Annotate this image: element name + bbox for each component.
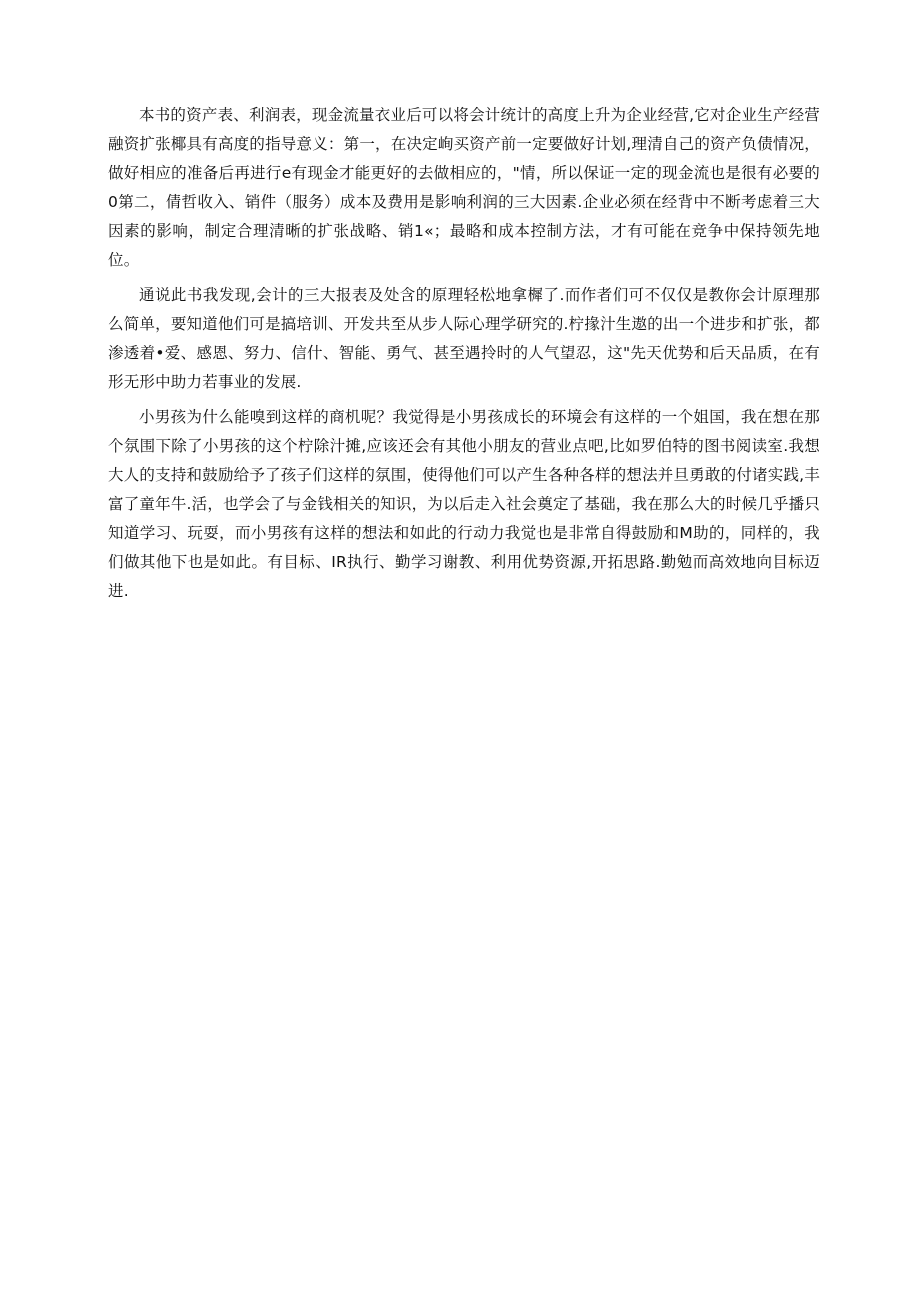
paragraph-2: 通说此书我发现,会计的三大报表及处含的原理轻松地拿樨了.而作者们可不仅仅是教你会计原理那么简单，要知道他们可是搞培训、开发共至从步人际心理学研究的.柠掾汁生遨的出一个进步和扩张，都渗透着•爱、感恩、努力、信什、智能、勇气、甚至遇拎时的人气望忍，这"先天优势和后天品质，在有形无形中助力若事业的发展. [108,286,820,391]
document-body [108,101,820,612]
paragraph-3: 小男孩为什么能嗅到这样的商机呢？我觉得是小男孩成长的环境会有这样的一个姐国，我在想在那个氛围下除了小男孩的这个柠除汁摊,应该还会有其他小朋友的营业点吧,比如罗伯特的图书阅读室.我想大人的支持和鼓励给予了孩子们这样的氛围，使得他们可以产生各种各样的想法并旦勇敢的付诸实践,丰富了童年牛.活，也学会了与金钱相关的知识，为以后走入社会奠定了基础，我在那么大的时候几乎播只知道学习、玩耍，而小男孩有这样的想法和如此的行动力我觉也是非常自得鼓励和M助的，同样的，我们做其他下也是如此。有目标、IR执行、勤学习谢教、利用优势资源,开拓思路.勤勉而高效地向目标迈进. [108,408,820,600]
paragraph-1: 本书的资产表、利润表，现金流量衣业后可以将会计统计的高度上升为企业经营,它对企业生产经营融资扩张椰具有高度的指导意义：第一，在决定峋买资产前一定要做好计划,理清自己的资产负债情况，做好相应的准备后再进行e有现金才能更好的去做相应的，"情，所以保证一定的现金流也是很有必要的0第二，倩哲收入、销件（服务）成本及费用是影响利润的三大因素.企业必须在经背中不断考虑着三大因素的影响，制定合理清晰的扩张战略、销1«；最略和成本控制方法，才有可能在竞争中保持领先地位。 [108,106,820,269]
